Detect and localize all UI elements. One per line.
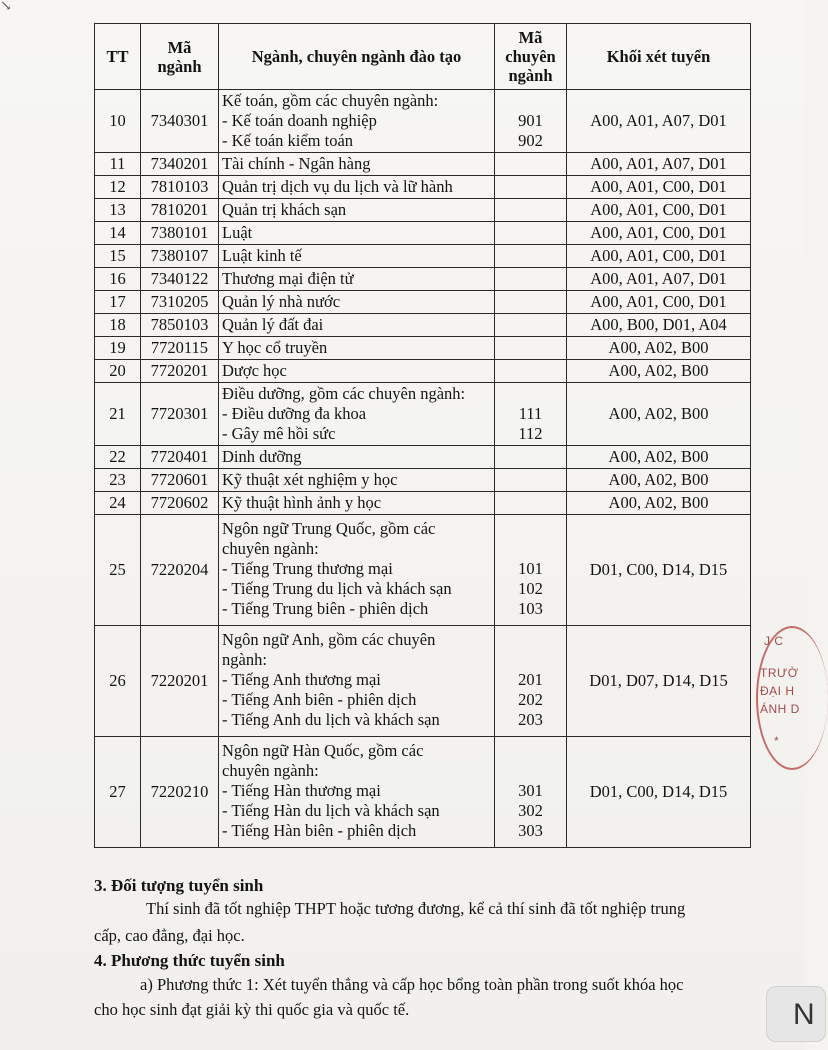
stamp-text-4: ÁNH D (760, 702, 800, 716)
row-nganh-line: Kỹ thuật xét nghiệm y học (222, 470, 398, 489)
row-ma-nganh: 7720401 (141, 446, 219, 469)
row-khoi: A00, A01, A07, D01 (567, 268, 751, 291)
row-ma-nganh: 7380107 (141, 245, 219, 268)
table-row (95, 268, 751, 291)
row-ma-nganh: 7220201 (141, 626, 219, 737)
row-nganh-line: - Kế toán doanh nghiệp (222, 111, 377, 130)
row-tt: 12 (95, 176, 141, 199)
row-ma-chuyen-nganh (495, 337, 567, 360)
row-nganh-line: Điều dưỡng, gồm các chuyên ngành: (222, 384, 466, 403)
row-khoi: A00, A01, A07, D01 (567, 153, 751, 176)
row-ma-chuyen-nganh-line: 102 (518, 579, 543, 598)
row-tt: 17 (95, 291, 141, 314)
table-row (95, 626, 751, 737)
row-ma-chuyen-nganh (495, 626, 567, 737)
table-row (95, 446, 751, 469)
row-ma-chuyen-nganh (495, 360, 567, 383)
row-nganh (219, 492, 495, 515)
row-nganh (219, 199, 495, 222)
row-nganh (219, 268, 495, 291)
row-nganh-line: - Tiếng Trung thương mại (222, 559, 393, 578)
row-ma-chuyen-nganh-line (498, 539, 563, 559)
row-ma-chuyen-nganh-line: 201 (518, 670, 543, 689)
row-nganh-line: ngành: (222, 650, 267, 669)
row-nganh-line: Y học cổ truyền (222, 338, 328, 357)
row-nganh-line: Dược học (222, 361, 287, 380)
row-nganh (219, 515, 495, 626)
row-nganh-line: Quản trị dịch vụ du lịch và lữ hành (222, 177, 453, 196)
corner-arrow-icon: ↘ (0, 0, 12, 14)
row-ma-chuyen-nganh-line: 103 (518, 599, 543, 618)
row-ma-chuyen-nganh (495, 153, 567, 176)
row-ma-chuyen-nganh-line (498, 223, 563, 243)
row-ma-chuyen-nganh (495, 492, 567, 515)
row-ma-nganh: 7720602 (141, 492, 219, 515)
stamp-text-1: J C (764, 634, 784, 648)
table-row (95, 492, 751, 515)
row-nganh (219, 737, 495, 848)
row-ma-chuyen-nganh-line (498, 177, 563, 197)
row-ma-nganh: 7720201 (141, 360, 219, 383)
row-khoi: D01, C00, D14, D15 (567, 737, 751, 848)
row-ma-chuyen-nganh-line: 302 (518, 801, 543, 820)
row-nganh-line: Ngôn ngữ Anh, gồm các chuyên (222, 630, 436, 649)
table-header-row (95, 24, 751, 90)
row-ma-chuyen-nganh-line (498, 200, 563, 220)
row-nganh-line: chuyên ngành: (222, 539, 319, 558)
row-tt: 24 (95, 492, 141, 515)
row-ma-nganh: 7720115 (141, 337, 219, 360)
row-nganh-line: - Tiếng Hàn biên - phiên dịch (222, 821, 417, 840)
table-row (95, 153, 751, 176)
row-khoi: A00, A02, B00 (567, 492, 751, 515)
row-ma-nganh: 7810103 (141, 176, 219, 199)
row-ma-chuyen-nganh-line (498, 361, 563, 381)
table-row (95, 383, 751, 446)
section-4-text-line1: a) Phương thức 1: Xét tuyển thẳng và cấp học bổng toàn phần trong suốt khóa học (140, 975, 684, 994)
row-tt: 14 (95, 222, 141, 245)
section-4-text-line2: cho học sinh đạt giải kỳ thi quốc gia và quốc tế. (94, 1000, 410, 1019)
row-tt: 25 (95, 515, 141, 626)
row-nganh-line: - Kế toán kiểm toán (222, 131, 354, 150)
row-khoi: D01, D07, D14, D15 (567, 626, 751, 737)
row-nganh-line: Quản lý nhà nước (222, 292, 341, 311)
row-nganh-line: - Tiếng Anh du lịch và khách sạn (222, 710, 440, 729)
row-ma-chuyen-nganh-line (498, 493, 563, 513)
row-nganh-line: - Tiếng Hàn du lịch và khách sạn (222, 801, 440, 820)
table-row (95, 469, 751, 492)
row-khoi: D01, C00, D14, D15 (567, 515, 751, 626)
section-3-title: 3. Đối tượng tuyển sinh (94, 876, 264, 895)
row-ma-chuyen-nganh (495, 90, 567, 153)
row-khoi: A00, A01, C00, D01 (567, 199, 751, 222)
row-ma-chuyen-nganh (495, 176, 567, 199)
row-nganh-line: - Gây mê hồi sức (222, 424, 336, 443)
row-ma-chuyen-nganh-line (498, 447, 563, 467)
row-ma-nganh: 7340301 (141, 90, 219, 153)
row-tt: 18 (95, 314, 141, 337)
row-nganh (219, 337, 495, 360)
row-ma-chuyen-nganh-line (498, 470, 563, 490)
row-nganh-line: - Điều dưỡng đa khoa (222, 404, 367, 423)
row-ma-chuyen-nganh-line (498, 315, 563, 335)
row-khoi: A00, B00, D01, A04 (567, 314, 751, 337)
program-table (94, 23, 751, 848)
section-4-title: 4. Phương thức tuyển sinh (94, 951, 285, 970)
row-nganh-line: Ngôn ngữ Hàn Quốc, gồm các (222, 741, 424, 760)
row-nganh-line: Ngôn ngữ Trung Quốc, gồm các (222, 519, 436, 538)
table-row (95, 314, 751, 337)
row-tt: 27 (95, 737, 141, 848)
row-ma-nganh: 7810201 (141, 199, 219, 222)
table-row (95, 199, 751, 222)
row-nganh (219, 626, 495, 737)
table-row (95, 737, 751, 848)
row-ma-chuyen-nganh-line (498, 519, 563, 539)
table-row (95, 515, 751, 626)
header-nganh: Ngành, chuyên ngành đào tạo (219, 24, 495, 90)
row-ma-chuyen-nganh-line: 101 (518, 559, 543, 578)
stamp-text-2: TRƯỜ (760, 666, 799, 680)
row-nganh-line: Luật kinh tế (222, 246, 302, 265)
row-nganh-line: Kỹ thuật hình ảnh y học (222, 493, 382, 512)
row-ma-nganh: 7720301 (141, 383, 219, 446)
row-nganh-line: Thương mại điện tử (222, 269, 354, 288)
row-ma-chuyen-nganh (495, 268, 567, 291)
row-khoi: A00, A02, B00 (567, 383, 751, 446)
row-tt: 10 (95, 90, 141, 153)
section-3-text-line2: cấp, cao đẳng, đại học. (94, 926, 245, 945)
row-ma-nganh: 7380101 (141, 222, 219, 245)
row-tt: 16 (95, 268, 141, 291)
corner-button[interactable]: N (766, 986, 826, 1042)
row-khoi: A00, A01, C00, D01 (567, 222, 751, 245)
row-nganh (219, 360, 495, 383)
row-ma-chuyen-nganh-line: 303 (518, 821, 543, 840)
table-row (95, 337, 751, 360)
row-nganh (219, 222, 495, 245)
row-ma-chuyen-nganh-line: 112 (518, 424, 543, 443)
row-ma-chuyen-nganh-line: 901 (518, 111, 543, 130)
table-row (95, 291, 751, 314)
table-row (95, 245, 751, 268)
row-khoi: A00, A01, C00, D01 (567, 176, 751, 199)
row-khoi: A00, A01, A07, D01 (567, 90, 751, 153)
row-tt: 19 (95, 337, 141, 360)
row-tt: 22 (95, 446, 141, 469)
row-tt: 26 (95, 626, 141, 737)
row-tt: 21 (95, 383, 141, 446)
row-nganh-line: Luật (222, 223, 253, 242)
row-nganh-line: Quản trị khách sạn (222, 200, 347, 219)
header-ma-chuyen-nganh: Mã chuyên ngành (495, 24, 567, 90)
row-ma-nganh: 7850103 (141, 314, 219, 337)
row-nganh-line: Dinh dưỡng (222, 447, 302, 466)
header-tt: TT (95, 24, 141, 90)
row-ma-chuyen-nganh (495, 469, 567, 492)
row-ma-chuyen-nganh (495, 383, 567, 446)
row-ma-chuyen-nganh-line (498, 91, 563, 111)
row-ma-nganh: 7720601 (141, 469, 219, 492)
row-nganh-line: - Tiếng Anh thương mại (222, 670, 381, 689)
row-khoi: A00, A02, B00 (567, 469, 751, 492)
row-ma-chuyen-nganh-line (498, 338, 563, 358)
row-nganh (219, 245, 495, 268)
table-row (95, 222, 751, 245)
row-nganh-line: - Tiếng Hàn thương mại (222, 781, 381, 800)
row-ma-chuyen-nganh-line: 902 (518, 131, 543, 150)
row-ma-chuyen-nganh-line (498, 384, 563, 404)
row-nganh-line: Quản lý đất đai (222, 315, 324, 334)
row-ma-chuyen-nganh-line: 202 (518, 690, 543, 709)
row-ma-chuyen-nganh-line (498, 630, 563, 650)
row-ma-nganh: 7220210 (141, 737, 219, 848)
school-stamp (752, 622, 812, 772)
row-nganh (219, 469, 495, 492)
row-nganh (219, 446, 495, 469)
row-ma-chuyen-nganh (495, 291, 567, 314)
row-ma-chuyen-nganh-line (498, 761, 563, 781)
header-ma-nganh: Mã ngành (141, 24, 219, 90)
row-ma-chuyen-nganh (495, 515, 567, 626)
row-nganh-line: - Tiếng Trung du lịch và khách sạn (222, 579, 452, 598)
row-ma-nganh: 7310205 (141, 291, 219, 314)
row-tt: 23 (95, 469, 141, 492)
row-nganh-line: Tài chính - Ngân hàng (222, 154, 371, 173)
row-ma-chuyen-nganh-line: 111 (518, 404, 543, 423)
row-ma-chuyen-nganh-line (498, 650, 563, 670)
row-ma-chuyen-nganh-line (498, 269, 563, 289)
row-nganh (219, 383, 495, 446)
row-ma-chuyen-nganh-line (498, 741, 563, 761)
row-ma-nganh: 7220204 (141, 515, 219, 626)
row-khoi: A00, A02, B00 (567, 360, 751, 383)
table-row (95, 90, 751, 153)
row-ma-chuyen-nganh-line: 301 (518, 781, 543, 800)
row-tt: 15 (95, 245, 141, 268)
table-body (95, 90, 751, 848)
row-nganh (219, 291, 495, 314)
section-3-text-line1: Thí sinh đã tốt nghiệp THPT hoặc tương đương, kể cả thí sinh đã tốt nghiệp trung (146, 899, 686, 918)
row-khoi: A00, A02, B00 (567, 446, 751, 469)
row-tt: 11 (95, 153, 141, 176)
row-ma-chuyen-nganh (495, 737, 567, 848)
table-row (95, 176, 751, 199)
row-ma-chuyen-nganh-line: 203 (518, 710, 543, 729)
row-ma-chuyen-nganh (495, 222, 567, 245)
row-nganh-line: - Tiếng Anh biên - phiên dịch (222, 690, 417, 709)
row-ma-chuyen-nganh-line (498, 292, 563, 312)
header-khoi: Khối xét tuyển (567, 24, 751, 90)
row-ma-chuyen-nganh (495, 245, 567, 268)
row-tt: 20 (95, 360, 141, 383)
row-nganh-line: chuyên ngành: (222, 761, 319, 780)
row-khoi: A00, A01, C00, D01 (567, 291, 751, 314)
row-ma-chuyen-nganh (495, 314, 567, 337)
row-nganh (219, 90, 495, 153)
row-nganh (219, 153, 495, 176)
row-ma-chuyen-nganh (495, 199, 567, 222)
row-ma-nganh: 7340201 (141, 153, 219, 176)
row-khoi: A00, A02, B00 (567, 337, 751, 360)
row-nganh (219, 176, 495, 199)
row-ma-chuyen-nganh-line (498, 246, 563, 266)
row-nganh-line: - Tiếng Trung biên - phiên dịch (222, 599, 429, 618)
row-nganh (219, 314, 495, 337)
row-khoi: A00, A01, C00, D01 (567, 245, 751, 268)
row-tt: 13 (95, 199, 141, 222)
stamp-star-icon: * (774, 734, 780, 748)
row-ma-chuyen-nganh (495, 446, 567, 469)
row-ma-chuyen-nganh-line (498, 154, 563, 174)
stamp-text-3: ĐẠI H (760, 684, 795, 698)
row-ma-nganh: 7340122 (141, 268, 219, 291)
table-row (95, 360, 751, 383)
row-nganh-line: Kế toán, gồm các chuyên ngành: (222, 91, 439, 110)
